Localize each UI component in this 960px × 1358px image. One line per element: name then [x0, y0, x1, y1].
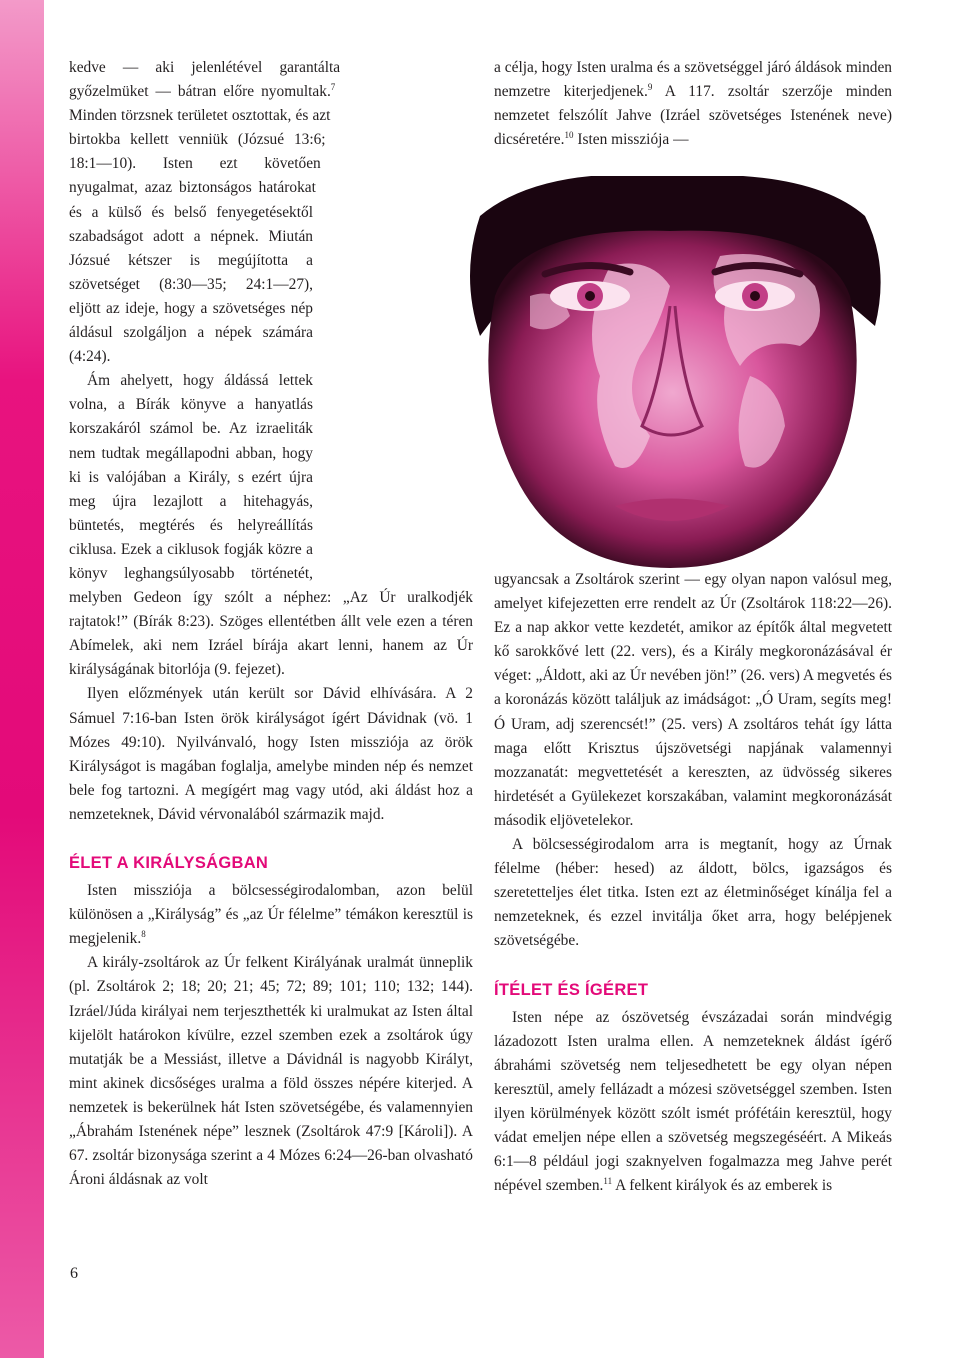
right-column-bottom: [494, 568, 892, 1198]
paragraph: Ám ahelyett, hogy áldássá lettek volna, a Bírák könyve a hanyatlás korszakáról számol be. Az izraeliták nem tudtak megállapodni abban, hogy ki is valójában a Király, s ezért újra meg újra lezajlott a hitehagyás, büntetés, megtérés és helyreállítás ciklusa. Ezek a ciklusok fogják közre a könyv leghangsúlyosabb történetét, melyben Gedeon így szólt a néphez: „Az Úr uralkodjék rajtatok!” (Bírák 8:23). Szöges ellentétben állt vele ezen a téren Abímelek, aki nem Izráel bírája akart lenni, hanem az Úr királyságának bitorlója (9. fejezet).: [69, 372, 473, 679]
paragraph: Isten népe az ószövetség évszázadai során mindvégig lázadozott Isten uralma ellen. A nemzeteknek áldást ígérő ábrahámi szövetség nem teljesedhetett be egy olyan népen keresztül, amely fellázadt a mózesi szövetséggel szemben. Isten ilyen körülmények között szólt ismét prófétáin keresztül, hogy vádat emeljen népe ellen a szövetség megszegéséért. A Mikeás 6:1—8 például jogi szaknyelven fogalmazza meg Jahve perét népével szemben.$^{11}$ A felkent királyok és az emberek is: [494, 1008, 892, 1195]
footnote-ref[interactable]: 11: [603, 1176, 613, 1187]
paragraph: Isten missziója a bölcsességirodalomban, azon belül különösen a „Királyság” és „az Úr félelme” témákon keresztül is megjelenik.$^8$: [69, 882, 473, 948]
paragraph: kedve — aki jelenlétével garantálta győzelmüket — bátran előre nyomultak.$^7$ Minden törzsnek területet osztottak, és azt birtokba kellett venniük (Józsué 13:6; 18:1—10). Isten ezt követően nyugalmat, azaz biztonságos határokat és a külső és belső fenyegetésektől szabadságot adott a népnek. Miután Józsué kétszer is megújította a szövetséget (8:30—35; 24:1—27), eljött az ideje, hogy a szövetséges nép áldásul szolgáljon a népek számára (4:24).: [69, 59, 341, 366]
section-heading: ÍTÉLET ÉS ÍGÉRET: [494, 980, 649, 999]
footnote-ref[interactable]: 8: [141, 929, 146, 940]
paragraph: ugyancsak a Zsoltárok szerint — egy olyan napon valósul meg, amelyet kifejezetten erre rendelt az Úr (Zsoltárok 118:22—26). Ez a nap akkor vette kezdetét, amikor az építők által megvetett kő sarokkővé lett (22. vers), és a Király megkoronázásával ér véget: „Áldott, aki az Úr nevében jön!” (26. vers) A megvetés és a koronázás között találjuk az imádságot: „Ó Uram, segíts meg! Ó Uram, adj szerencsét!” (25. vers) A zsoltáros tehát így látta maga előtt Krisztus újszövetségi napjának valamennyi mozzanatát: megvettetését a kereszten, az üdvösség sikeres hirdetését a Gyülekezet korszakában, valamint megkoronázását második eljövetelekor.: [494, 571, 892, 829]
paragraph: A király-zsoltárok az Úr felkent Királyának uralmát ünneplik (pl. Zsoltárok 2; 18; 20; 21; 45; 72; 89; 101; 110; 132; 144). Izráel/Júda királyai nem terjeszthették ki uralmukat az Isten által kijelölt határokon kívülre, ezzel szemben ezek a zsoltárok úgy mutatják be a Messiást, illetve a Dávidnál is nagyobb Királyt, mint akinek dicsőséges uralma a föld összes népére kiterjed. A nemzetek is bekerülnek hát Isten szövetségébe, és valamennyien „Ábrahám Istenének népe” lesznek (Zsoltárok 47:9 [Károli]). A 67. zsoltár bizonysága szerint a 4 Mózes 6:24—26-ban olvasható Ároni áldásnak az volt: [69, 954, 473, 1189]
left-column: [69, 56, 473, 1192]
paragraph: Ilyen előzmények után került sor Dávid elhívására. A 2 Sámuel 7:16-ban Isten örök királyságot ígért Dávidnak (vö. 1 Mózes 49:10). Nyilvánvaló, hogy Isten missziója az örök Királyságot is magában foglalja, amelybe minden nép és nemzet bele fog tartozni. A megígért mag vagy utód, aki áldást hoz a nemzeteknek, Dávid vérvonalából származik majd.: [69, 685, 473, 823]
paragraph: a célja, hogy Isten uralma és a szövetséggel járó áldások minden nemzetre kiterjedjenek.$^9$ A 117. zsoltár szerzője minden nemzetet felszólít Jahve (Izráel szövetséges Istenének neve) dicséretére.$^{10}$ Isten missziója —: [494, 59, 892, 149]
page-number: 6: [70, 1265, 78, 1282]
page-margin-bar: [0, 0, 44, 1358]
face-world-map-photo: [420, 176, 925, 568]
section-heading: ÉLET A KIRÁLYSÁGBAN: [69, 854, 269, 872]
footnote-ref[interactable]: 9: [647, 81, 653, 92]
footnote-ref[interactable]: 10: [564, 130, 574, 141]
left-pupil: [585, 291, 595, 301]
paragraph: A bölcsességirodalom arra is megtanít, hogy az Úrnak félelme (héber: hesed) az áldott, bölcs, igazságos és szeretetteljes élet titka. Isten ezt az életminőséget kínálja fel a nemzeteknek, és ezzel invitálja őket arra, hogy belépjenek szövetségébe.: [494, 836, 892, 950]
right-pupil: [750, 291, 760, 301]
footnote-ref[interactable]: 7: [330, 81, 336, 92]
right-column-top: [494, 56, 892, 152]
